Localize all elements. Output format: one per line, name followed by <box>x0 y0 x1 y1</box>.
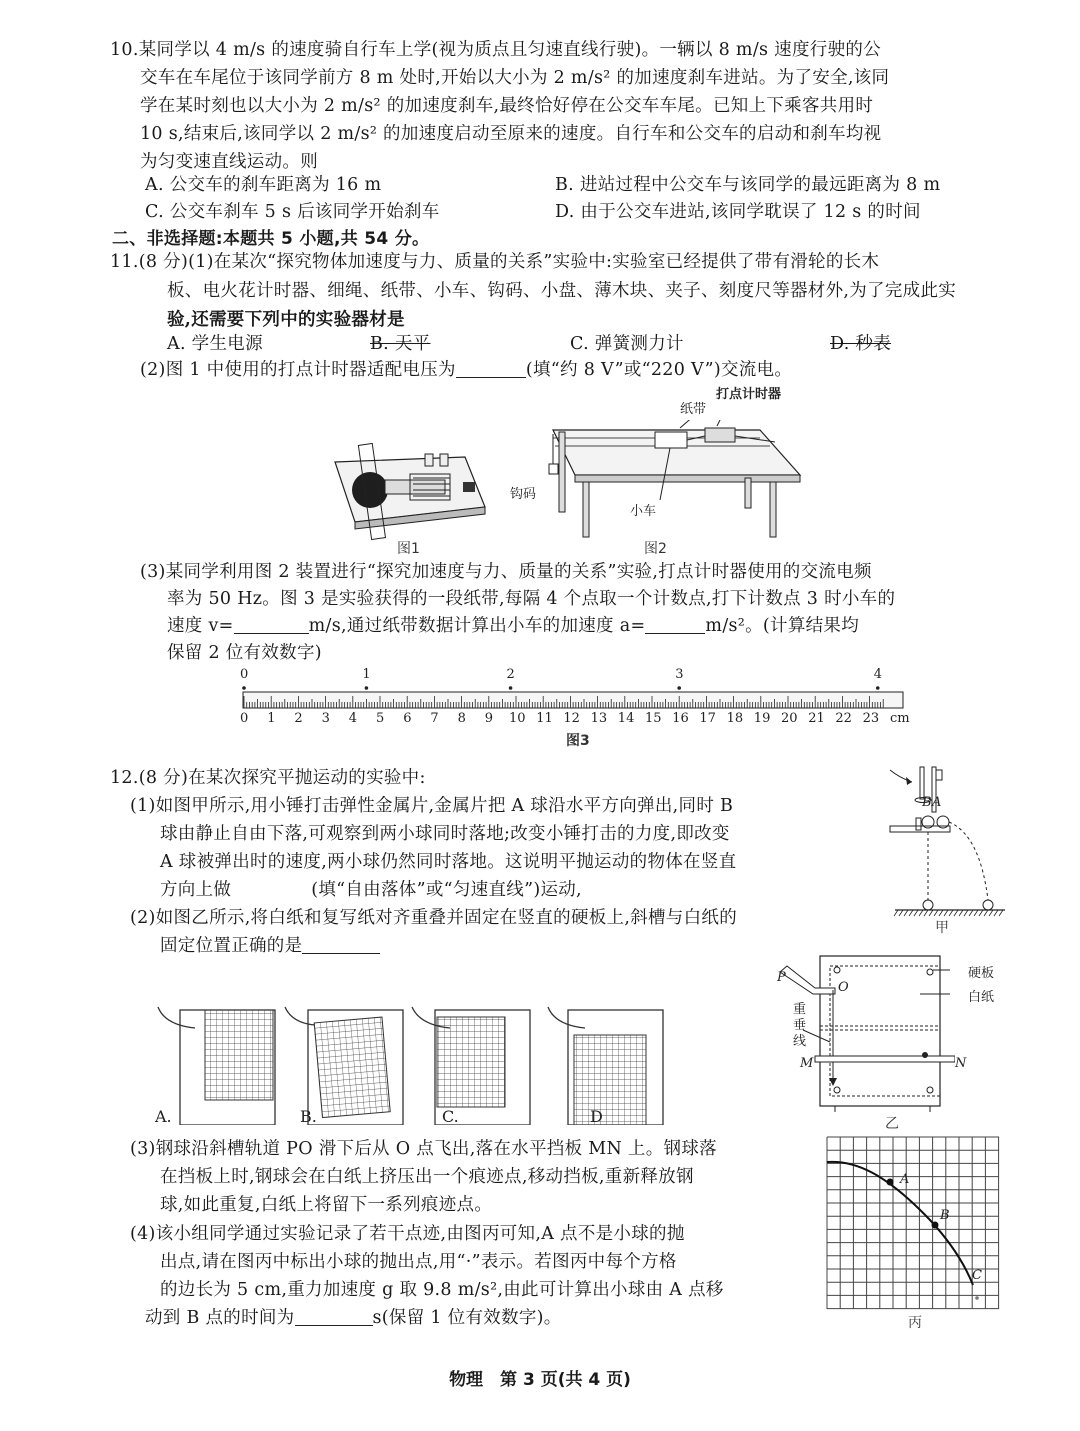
ruler-tick-label: 3 <box>321 711 330 726</box>
q11-option-d: D. 秒表 <box>830 334 892 354</box>
fig2-label-tape: 纸带 <box>680 402 707 417</box>
ruler-tick-label: 20 <box>781 711 798 726</box>
ruler-tick-label: 2 <box>294 711 303 726</box>
q12-head: 12.(8 分)在某次探究平抛运动的实验中: <box>110 768 426 788</box>
q11-option-a: A. 学生电源 <box>167 334 263 354</box>
count-point-label: 2 <box>506 667 515 682</box>
q11-p1-line-1: 11.(8 分)(1)在某次“探究物体加速度与力、质量的关系”实验中:实验室已经提供了带有滑轮的长木 <box>110 252 880 272</box>
choice-figures <box>150 995 730 1125</box>
q11-p3-line-4: 保留 2 位有效数字) <box>167 643 322 663</box>
q10-line-5: 为匀变速直线运动。则 <box>140 152 318 172</box>
ruler-tick-label: 13 <box>590 711 608 726</box>
fig-yi-label-p: P <box>777 970 786 985</box>
choice-figure-label-b: B. <box>300 1107 317 1126</box>
q12-p2-line-2 <box>160 934 380 958</box>
q12-p4-line-3: 的边长为 5 cm,重力加速度 g 取 9.8 m/s²,由此可计算出小球由 A 点移 <box>160 1280 724 1300</box>
fig3-caption: 图3 <box>566 733 590 749</box>
acceleration-answer-blank[interactable] <box>645 615 705 634</box>
fig2-caption: 图2 <box>644 541 667 557</box>
ruler-tick-label: 10 <box>509 711 526 726</box>
q10-option-d: D. 由于公交车进站,该同学耽误了 12 s 的时间 <box>555 202 921 222</box>
fig2-label-cart: 小车 <box>630 504 657 519</box>
q11-p3-line-3 <box>167 614 859 638</box>
fig-bing-trajectory-grid <box>825 1135 1010 1315</box>
ruler-tick-label: 17 <box>699 711 716 726</box>
q11-p2-answer-blank[interactable] <box>456 359 526 378</box>
ruler-tick-label: 15 <box>645 711 662 726</box>
choice-figure-label-d: D <box>590 1107 603 1126</box>
choice-figure-label-a: A. <box>155 1107 172 1126</box>
velocity-answer-blank[interactable] <box>234 615 309 634</box>
ruler-unit: cm <box>890 711 910 726</box>
q12-p2-line-1: (2)如图乙所示,将白纸和复写纸对齐重叠并固定在竖直的硬板上,斜槽与白纸的 <box>130 908 738 928</box>
q10-line-4: 10 s,结束后,该同学以 2 m/s² 的加速度启动至原来的速度。自行车和公交车的启动和刹车均视 <box>140 124 882 144</box>
q10-option-a: A. 公交车的刹车距离为 16 m <box>145 175 382 195</box>
q12-p4-line-2: 出点,请在图丙中标出小球的抛出点,用“·”表示。若图丙中每个方格 <box>160 1252 677 1272</box>
q11-p3-text-c: m/s²。(计算结果均 <box>705 616 860 636</box>
fig2-label-timer: 打点计时器 <box>716 387 782 402</box>
q12-p3-line-2: 在挡板上时,钢球会在白纸上挤压出一个痕迹点,移动挡板,重新释放钢 <box>160 1167 694 1187</box>
ruler-tick-label: 22 <box>835 711 852 726</box>
q12-p3-line-3: 球,如此重复,白纸上将留下一系列痕迹点。 <box>160 1195 493 1215</box>
fig-yi-label-m: M <box>800 1056 814 1071</box>
fig2-label-weight: 钩码 <box>510 487 537 502</box>
q10-line-1: 10.某同学以 4 m/s 的速度骑自行车上学(视为质点且匀速直线行驶)。一辆以 8 m/s 速度行驶的公 <box>110 40 881 60</box>
count-point-label: 1 <box>362 667 371 682</box>
fig-yi-label-board: 硬板 <box>968 966 995 981</box>
count-point-label: 0 <box>240 667 249 682</box>
fig-bing-point-a: A <box>900 1172 910 1187</box>
motion-type-answer-blank[interactable] <box>231 879 311 898</box>
fig-yi-label-plumb-line: 重垂线 <box>793 1002 807 1049</box>
ruler-tick-label: 12 <box>563 711 580 726</box>
fig-yi-label-paper: 白纸 <box>968 990 995 1005</box>
fig1-caption: 图1 <box>397 541 420 557</box>
q12-p4-text-after: s(保留 1 位有效数字)。 <box>372 1308 562 1328</box>
q11-p3-line-1: (3)某同学利用图 2 装置进行“探究加速度与力、质量的关系”实验,打点计时器使用的交流电频 <box>140 562 872 582</box>
q12-p2-text: 固定位置正确的是 <box>160 936 303 956</box>
ruler-tick-label: 0 <box>240 711 249 726</box>
ruler-tick-label: 9 <box>484 711 494 726</box>
q10-option-c: C. 公交车刹车 5 s 后该同学开始刹车 <box>145 202 440 222</box>
ruler-tick-label: 19 <box>753 711 771 726</box>
q10-line-2: 交车在车尾位于该同学前方 8 m 处时,开始以大小为 2 m/s² 的加速度刹车进站。为了安全,该同 <box>140 68 890 88</box>
ruler-tick-label: 6 <box>403 711 412 726</box>
q12-p4-line-4 <box>145 1306 562 1330</box>
ruler-tick-label: 11 <box>536 711 553 726</box>
ruler-tick-label: 16 <box>672 711 689 726</box>
q12-p1-text-after: (填“自由落体”或“匀速直线”)运动, <box>311 880 582 900</box>
ruler-tick-label: 21 <box>808 711 825 726</box>
q10-line-3: 学在某时刻也以大小为 2 m/s² 的加速度刹车,最终恰好停在公交车车尾。已知上下乘客共用时 <box>140 96 874 116</box>
time-answer-blank[interactable] <box>295 1307 373 1326</box>
q11-p1-line-2: 板、电火花计时器、细绳、纸带、小车、钩码、小盘、薄木块、夹子、刻度尺等器材外,为了完成此实 <box>167 281 957 301</box>
fig3-ruler-tape <box>240 664 920 734</box>
q11-option-b: B. 天平 <box>370 334 431 354</box>
fig1-spark-timer-illustration <box>325 432 495 542</box>
q11-p3-line-2: 率为 50 Hz。图 3 是实验获得的一段纸带,每隔 4 个点取一个计数点,打下计数点 3 时小车的 <box>167 589 896 609</box>
fig-bing-caption: 丙 <box>908 1315 922 1331</box>
q12-p1-line-2: 球由静止自由下落,可观察到两小球同时落地;改变小锤打击的力度,即改变 <box>160 824 730 844</box>
fig-yi-label-n: N <box>955 1056 967 1071</box>
ruler-tick-label: 5 <box>376 711 385 726</box>
fig-jia-projectile-apparatus <box>880 760 1020 920</box>
page-footer: 物理 第 3 页(共 4 页) <box>449 1370 631 1390</box>
position-answer-blank[interactable] <box>302 935 380 954</box>
q12-p1-line-3: A 球被弹出时的速度,两小球仍然同时落地。这说明平抛运动的物体在竖直 <box>160 852 737 872</box>
fig-yi-caption: 乙 <box>885 1116 899 1132</box>
ruler-tick-label: 18 <box>726 711 744 726</box>
q12-p1-line-1: (1)如图甲所示,用小锤打击弹性金属片,金属片把 A 球沿水平方向弹出,同时 B <box>130 796 734 816</box>
fig-jia-label-a: A <box>932 795 942 810</box>
q11-option-c: C. 弹簧测力计 <box>570 334 684 354</box>
fig-jia-caption: 甲 <box>935 920 949 936</box>
count-point-label: 4 <box>873 667 883 682</box>
count-point-label: 3 <box>675 667 684 682</box>
q11-p1-line-3: 验,还需要下列中的实验器材是 <box>167 310 405 330</box>
q11-p2 <box>140 358 792 382</box>
ruler-tick-label: 4 <box>348 711 358 726</box>
q11-p3-text-b: m/s,通过纸带数据计算出小车的加速度 a= <box>308 616 646 636</box>
q12-p1-text-before: 方向上做 <box>160 880 232 900</box>
q12-p4-text-before: 动到 B 点的时间为 <box>145 1308 295 1328</box>
q11-p2-text-before: (2)图 1 中使用的打点计时器适配电压为 <box>140 360 456 380</box>
ruler-tick-label: 14 <box>617 711 635 726</box>
q10-option-b: B. 进站过程中公交车与该同学的最远距离为 8 m <box>555 175 941 195</box>
fig2-cart-track-illustration <box>545 420 805 540</box>
ruler-tick-label: 8 <box>457 711 466 726</box>
q12-p4-line-1: (4)该小组同学通过实验记录了若干点迹,由图丙可知,A 点不是小球的抛 <box>130 1224 685 1244</box>
fig-bing-point-c: C <box>972 1268 982 1283</box>
q11-p2-text-after: (填“约 8 V”或“220 V”)交流电。 <box>525 360 793 380</box>
ruler-tick-label: 1 <box>267 711 276 726</box>
section-heading: 二、非选择题:本题共 5 小题,共 54 分。 <box>112 229 430 249</box>
fig-bing-point-b: B <box>940 1208 950 1223</box>
fig-jia-label-b: B <box>922 795 932 810</box>
fig-yi-label-o: O <box>838 980 849 995</box>
ruler-tick-label: 7 <box>430 711 439 726</box>
choice-figure-label-c: C. <box>442 1107 459 1126</box>
ruler-tick-label: 23 <box>862 711 880 726</box>
q12-p1-line-4 <box>160 878 582 902</box>
q12-p3-line-1: (3)钢球沿斜槽轨道 PO 滑下后从 O 点飞出,落在水平挡板 MN 上。钢球落 <box>130 1139 717 1159</box>
q11-p3-text-a: 速度 v= <box>167 616 234 636</box>
